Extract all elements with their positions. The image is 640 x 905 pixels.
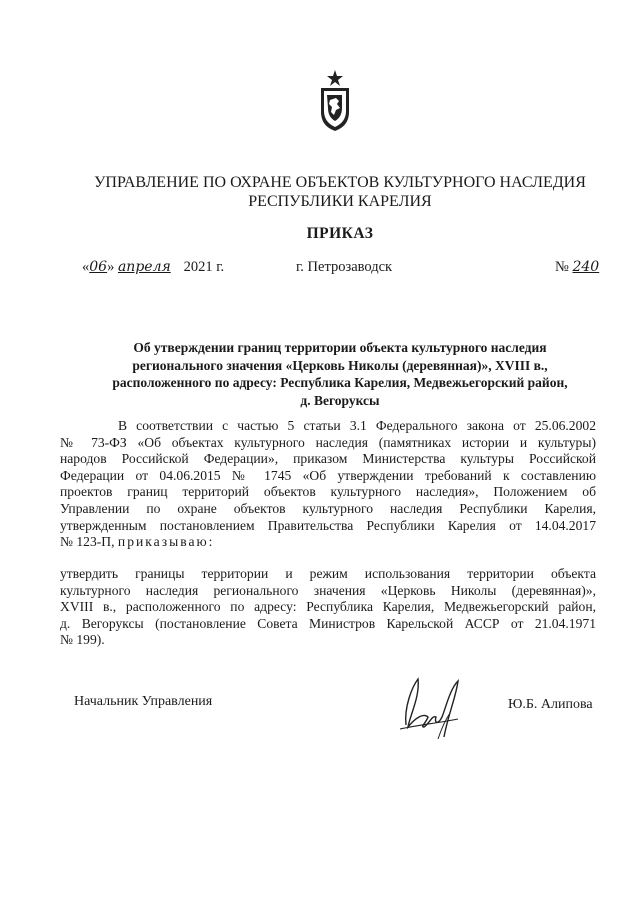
organization-name-line1: УПРАВЛЕНИЕ ПО ОХРАНЕ ОБЪЕКТОВ КУЛЬТУРНОГО НАСЛЕДИЯ: [94, 174, 586, 191]
paragraph-line: В соответствии с частью 5 статьи 3.1 Федерального закона от 25.06.2002: [118, 418, 596, 433]
order-paragraph: [60, 566, 596, 649]
date-quote-close: »: [107, 259, 115, 275]
document-type: ПРИКАЗ: [306, 225, 374, 242]
paragraph-line: Управлении по охране объектов культурного наследия Республики Карелия,: [60, 500, 596, 516]
paragraph-line: № 73-ФЗ «Об объектах культурного наследия (памятниках истории и культуры): [60, 434, 596, 450]
title-line: д. Вегоруксы: [300, 392, 380, 408]
paragraph-line: утвержденным постановлением Правительства Республики Карелия от 14.04.2017: [60, 517, 596, 533]
order-word: приказываю:: [117, 534, 215, 550]
title-line: расположенного по адресу: Республика Карелия, Медвежьегорский район,: [112, 375, 568, 390]
order-title: [90, 339, 590, 409]
date-quote-open: «: [82, 259, 90, 275]
paragraph-line: утвердить границы территории и режим использования территории объекта: [60, 566, 596, 581]
paragraph-line: XVIII в., расположенного по адресу: Республика Карелия, Медвежьегорский район,: [60, 599, 596, 615]
karelia-coat-of-arms-icon: [318, 70, 352, 132]
paragraph-line: № 123-П, приказываю:: [60, 534, 215, 550]
order-number: [555, 259, 599, 276]
handwritten-signature-icon: [398, 667, 470, 743]
number-value: 240: [572, 259, 600, 275]
city: г. Петрозаводск: [296, 259, 393, 275]
signatory-position: Начальник Управления: [74, 694, 213, 709]
signatory-name: Ю.Б. Алипова: [508, 697, 593, 712]
paragraph-line: Федерации от 04.06.2015 № 1745 «Об утверждении требований к составлению: [60, 467, 596, 483]
date-month: апреля: [117, 259, 171, 275]
date-year: 2021 г.: [183, 259, 225, 275]
preamble-paragraph: [60, 418, 596, 551]
paragraph-line: народов Российской Федерации», приказом Министерства культуры Российской: [60, 451, 596, 467]
organization-name-line2: РЕСПУБЛИКИ КАРЕЛИЯ: [248, 193, 432, 210]
paragraph-line: культурного наследия регионального значения «Церковь Николы (деревянная)»,: [60, 582, 596, 598]
title-line: Об утверждении границ территории объекта культурного наследия: [133, 340, 547, 355]
order-date: [82, 259, 224, 276]
date-day: 06: [89, 259, 108, 275]
number-prefix: №: [555, 259, 569, 275]
paragraph-line: № 199).: [60, 632, 105, 648]
title-line: регионального значения «Церковь Николы (деревянная)», XVIII в.,: [132, 357, 548, 373]
paragraph-line: д. Вегоруксы (постановление Совета Министров Карельской АССР от 21.04.1971: [60, 615, 596, 631]
paragraph-line: проектов границ территорий объектов культурного наследия», Положением об: [60, 484, 596, 500]
